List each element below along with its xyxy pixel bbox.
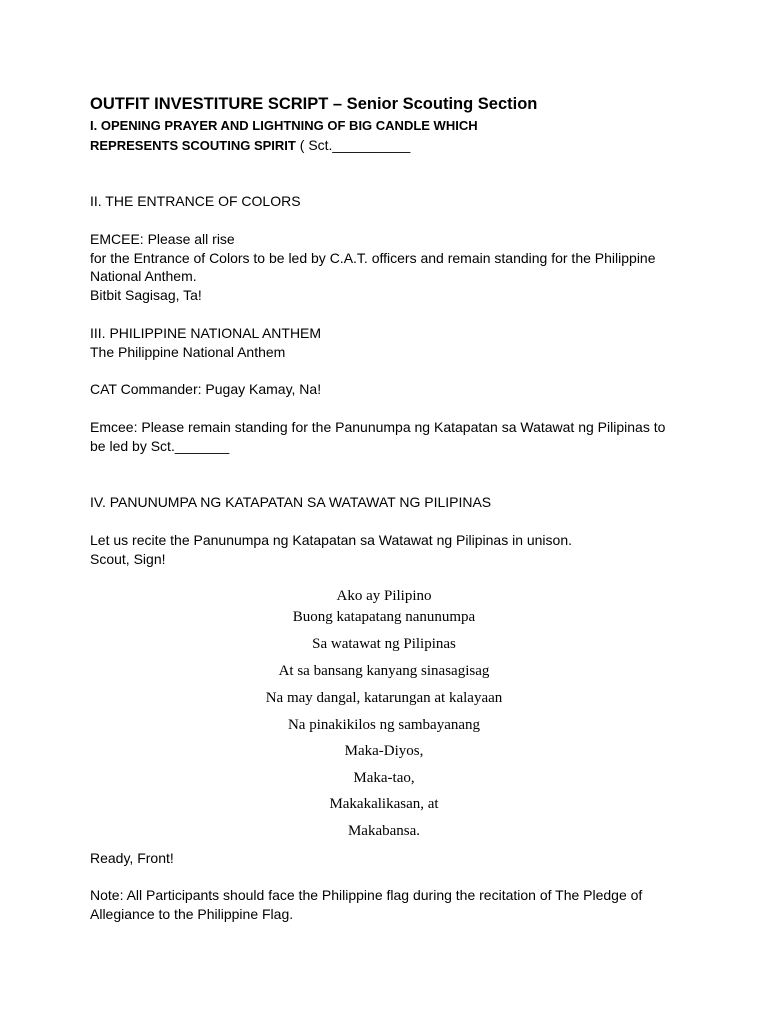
section2-heading: II. THE ENTRANCE OF COLORS — [90, 193, 301, 209]
section2-emcee: EMCEE: Please all rise — [90, 231, 235, 247]
section1-heading-line2 — [90, 136, 410, 155]
closing-command: Ready, Front! — [90, 850, 174, 866]
section4-intro-line2: Scout, Sign! — [90, 551, 166, 567]
pledge-line: Sa watawat ng Pilipinas — [312, 636, 456, 652]
pledge-line: At sa bansang kanyang sinasagisag — [278, 663, 490, 679]
section4-heading: IV. PANUNUMPA NG KATAPATAN SA WATAWAT NG PILIPINAS — [90, 494, 492, 510]
pledge-line: Makabansa. — [347, 823, 421, 839]
section3-cat-commander: CAT Commander: Pugay Kamay, Na! — [90, 381, 322, 397]
section3-emcee-line1: Emcee: Please remain standing for the Panunumpa ng Katapatan sa Watawat ng Pilipinas to — [90, 419, 666, 435]
pledge-line: Maka-Diyos, — [344, 743, 424, 759]
pledge-line: Na pinakikilos ng sambayanang — [287, 717, 481, 733]
section2-command: Bitbit Sagisag, Ta! — [90, 287, 202, 303]
section1-heading-line1: I. OPENING PRAYER AND LIGHTNING OF BIG CANDLE WHICH — [90, 118, 478, 133]
pledge-line: Buong katapatang nanunumpa — [292, 609, 476, 625]
section3-subtitle: The Philippine National Anthem — [90, 344, 286, 360]
note-line1: Note: All Participants should face the Philippine flag during the recitation of The Pledge of — [90, 887, 643, 903]
pledge-line: Ako ay Pilipino — [336, 588, 432, 604]
pledge-line: Maka-tao, — [353, 770, 415, 786]
section2-text-line2: National Anthem. — [90, 268, 197, 284]
note-line2: Allegiance to the Philippine Flag. — [90, 906, 294, 922]
section2-text-line1: for the Entrance of Colors to be led by C.A.T. officers and remain standing for the Philippine — [90, 250, 656, 266]
section3-heading: III. PHILIPPINE NATIONAL ANTHEM — [90, 325, 322, 341]
section1-scout-blank: ( Sct.__________ — [295, 137, 411, 153]
section1-heading-bold: REPRESENTS SCOUTING SPIRIT — [90, 138, 296, 153]
document-title: OUTFIT INVESTITURE SCRIPT – Senior Scouting Section — [90, 95, 538, 113]
section3-emcee-line2: be led by Sct._______ — [90, 438, 230, 454]
pledge-line: Na may dangal, katarungan at kalayaan — [265, 690, 503, 706]
pledge-line: Makakalikasan, at — [329, 796, 439, 812]
section4-intro-line1: Let us recite the Panunumpa ng Katapatan sa Watawat ng Pilipinas in unison. — [90, 532, 573, 548]
